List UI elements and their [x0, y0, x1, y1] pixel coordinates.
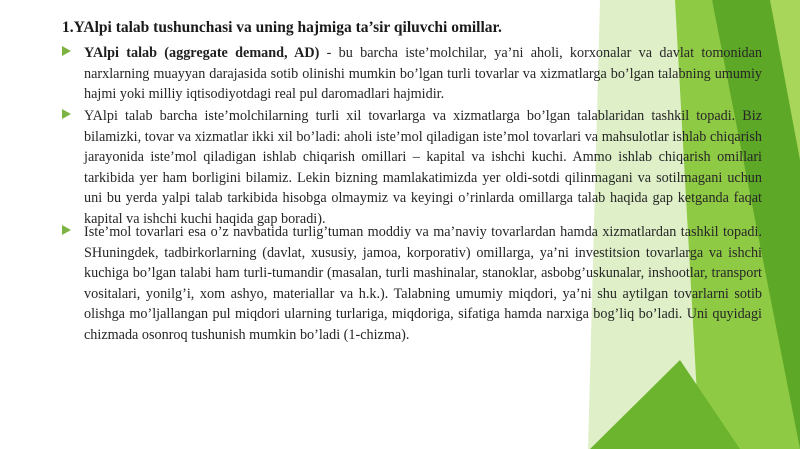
bullet-text: YAlpi talab barcha iste’molchilarning turli xil tovarlarga va xizmatlarga bo’lgan talablaridan tashkil topadi. Biz bilamizki, tovar va xizmatlar ikki xil bo’ladi: aholi iste’mol qiladigan iste’mol tovarlari va mahsulotlar ishlab chiqarish jarayonida iste’mol qiladigan ishlab chiqarish omillari – kapital va ishchi kuchi. Ammo ishlab chiqarish omillari tarkibida yer ham borligini bilamiz. Lekin bizning mamlakatimizda yer oldi-sotdi qilinmagani va sotilmagani uchun uni bu yerda yalpi talab tarkibida hisobga olmaymiz va keyingi o’rinlarda omillarga talab haqida gap ketganda faqat kapital va ishchi kuchi haqida gap boradi).	[84, 108, 762, 227]
triangle-bullet-icon	[62, 46, 71, 56]
bullet-item	[62, 43, 762, 105]
definition-text: - bu barcha iste’molchilar, ya’ni aholi, korxonalar va davlat tomonidan narxlarning muayyan darajasida sotib olinishi mumkin bo’lgan turli tovarlar va xizmatlarga bo’lgan talabning umumiy hajmi yoki milliy iqtisodiyotdagi real pul daromadlari hajmidir.	[84, 45, 763, 102]
bullet-text: Iste’mol tovarlari esa o’z navbatida turlig’tuman moddiy va ma’naviy tovarlardan hamda xizmatlardan tashkil topadi. SHuningdek, tadbirkorlarning (davlat, xususiy, jamoa, korporativ) omillarga, ya’ni investitsion tovarlarga va ishchi kuchiga bo’lgan talabi ham turli-tumandir (masalan, turli mashinalar, stanoklar, asbobg’uskunalar, inshootlar, transport vositalari, yonilg’i, xom ashyo, materiallar va h.k.). Talabning umumiy miqdori, ya’ni shu aytilgan tovarlarni sotib olishga mo’ljallangan pul miqdori ularning turlariga, miqdoriga, sifatiga hamda narxiga bog’liq bo’ladi. Uni quyidagi chizmada osonroq tushunish mumkin bo’ladi (1-chizma).	[84, 224, 762, 343]
bullet-text	[84, 43, 762, 105]
slide-title: 1.YAlpi talab tushunchasi va uning hajmiga ta’sir qiluvchi omillar.	[62, 19, 502, 36]
bullet-item	[62, 222, 762, 345]
term-bold: YAlpi talab (aggregate demand, AD)	[84, 45, 320, 61]
triangle-bullet-icon	[62, 225, 71, 235]
triangle-bullet-icon	[62, 109, 71, 119]
bullet-item	[62, 106, 762, 229]
